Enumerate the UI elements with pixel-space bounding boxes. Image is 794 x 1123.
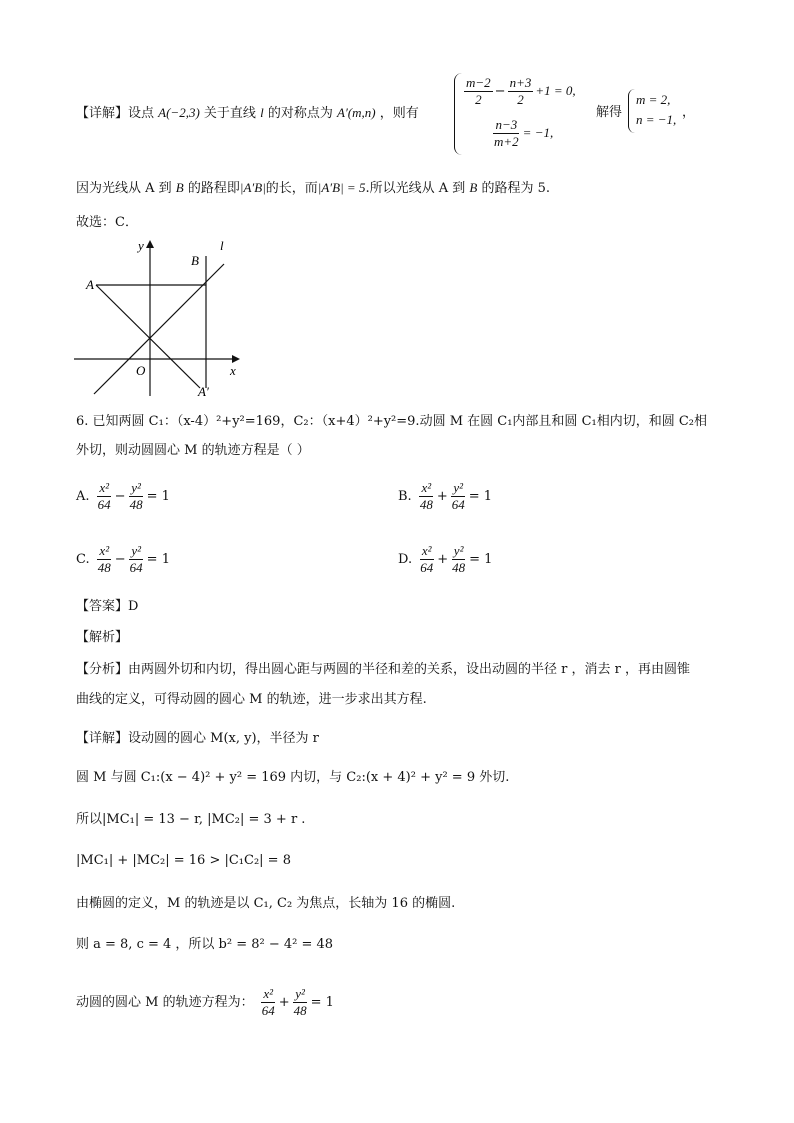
option-d[interactable]: D. $\frac{\text{x²}}{64}$ + $\frac{\text{y²}}{48}$ = 1	[398, 543, 493, 575]
point-a-prime-label: A′	[198, 384, 209, 399]
x-axis-label: x	[230, 363, 236, 378]
detail2-line-4: |MC₁| + |MC₂| = 16 > |C₁C₂| = 8	[76, 853, 291, 868]
point-b-label: B	[191, 253, 199, 268]
solve-label: 解得	[596, 105, 623, 120]
answer-select: 故选：C．	[76, 215, 138, 230]
detail2-line-1: 【详解】设动圆的圆心 M(x, y)，半径为 r	[76, 731, 319, 746]
y-axis-label: y	[138, 238, 144, 253]
solution: m = 2, n = −1,	[636, 92, 677, 127]
analysis-line-1: 【分析】由两圆外切和内切，得出圆心距与两圆的半径和差的关系，设出动圆的半径 r ，消去 r ，再由圆锥	[76, 662, 690, 677]
line-l: l	[260, 105, 264, 120]
detail2-line-6: 则 a = 8, c = 4 ，所以 b² = 8² − 4² = 48	[76, 937, 334, 952]
reflection-figure	[74, 238, 248, 400]
answer-label: 【答案】D	[76, 599, 139, 614]
detail-line-1	[76, 103, 419, 124]
detail-text: 关于直线	[203, 106, 256, 121]
detail-text: ，则有	[379, 106, 419, 121]
detail2-line-3: 所以|MC₁| = 13 − r, |MC₂| = 3 + r .	[76, 812, 306, 827]
detail-text: 的对称点为	[267, 106, 333, 121]
solution-tail: ，	[682, 105, 696, 120]
option-a[interactable]: A. $\frac{\text{x²}}{64}$ − $\frac{\text{y²}}{48}$ = 1	[76, 480, 170, 512]
detail-text: 【详解】设点	[76, 106, 155, 121]
analysis-header: 【解析】	[76, 630, 129, 645]
option-c[interactable]: C. $\frac{\text{x²}}{48}$ − $\frac{\text{y²}}{64}$ = 1	[76, 543, 170, 575]
point-a-label: A	[86, 277, 94, 292]
detail-line-2: 因为光线从 A 到 B 的路程即|A′B|的长，而|A′B| = 5.所以光线从 A 到 B 的路程为 5.	[76, 180, 551, 196]
question-6-line-1: 6. 已知两圆 C₁：（x-4）²+y²=169，C₂：（x+4）²+y²=9.动圆 M 在圆 C₁内部且和圆 C₁相内切，和圆 C₂相	[76, 414, 708, 429]
option-b[interactable]: B. $\frac{\text{x²}}{48}$ + $\frac{\text{y²}}{64}$ = 1	[398, 480, 493, 512]
point-a: A(−2,3)	[158, 105, 200, 120]
origin-label: O	[136, 363, 146, 378]
question-6-line-2: 外切，则动圆圆心 M 的轨迹方程是（ ）	[76, 443, 310, 458]
detail2-line-2: 圆 M 与圆 C₁:(x − 4)² + y² = 169 内切，与 C₂:(x + 4)² + y² = 9 外切.	[76, 770, 510, 785]
detail2-line-5: 由椭圆的定义，M 的轨迹是以 C₁, C₂ 为焦点，长轴为 16 的椭圆.	[76, 896, 456, 911]
analysis-line-2: 曲线的定义，可得动圆的圆心 M 的轨迹，进一步求出其方程.	[76, 692, 427, 707]
equation-2: $\frac{n-3}{m+2}$ = −1,	[494, 117, 554, 149]
equation-1: $\frac{m-2}{2}$ − $\frac{n+3}{2}$ +1 = 0,	[466, 75, 576, 107]
detail2-line-7: 动圆的圆心 M 的轨迹方程为： $\frac{\text{x²}}{64}$ + $\frac{\text{y²}}{48}$ = 1	[76, 986, 334, 1018]
point-a-prime: A′(m,n)	[337, 105, 376, 120]
solution-brace	[628, 89, 635, 133]
line-l-label: l	[220, 238, 224, 253]
